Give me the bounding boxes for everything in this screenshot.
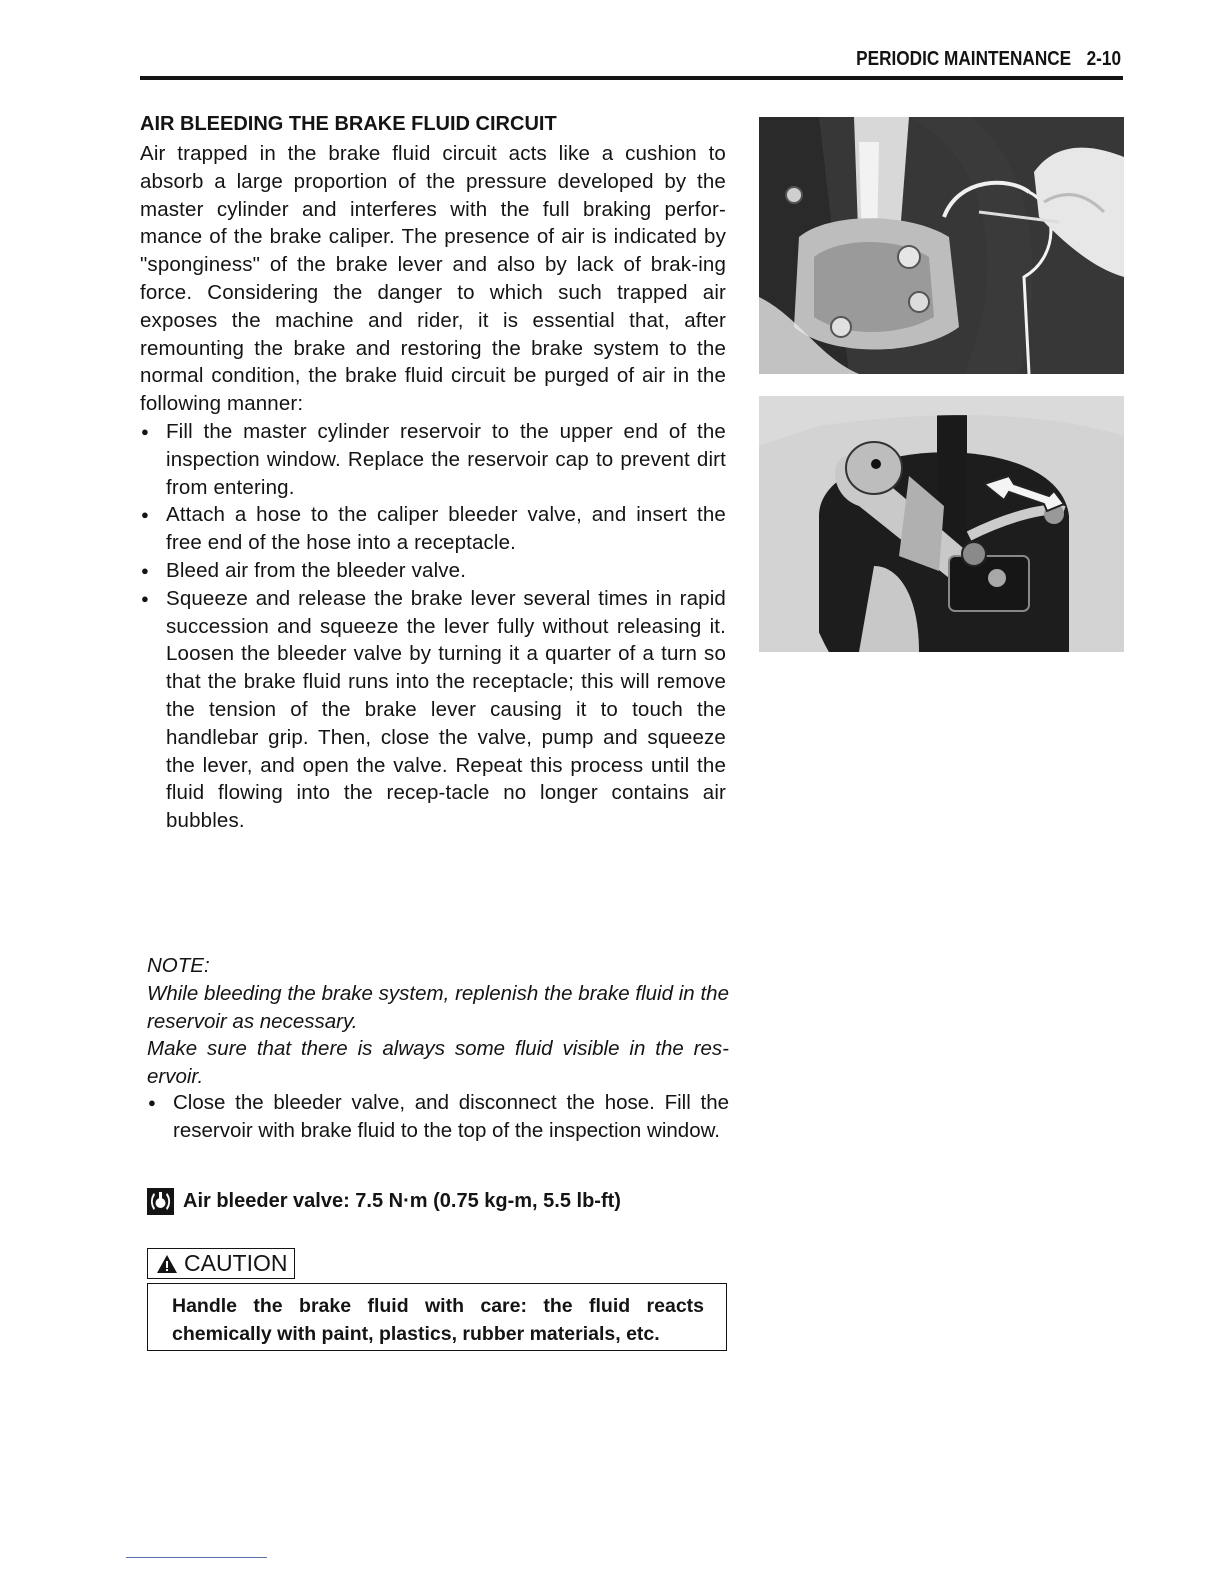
note-block	[147, 952, 729, 1091]
header-title	[856, 48, 1121, 71]
warning-triangle-icon	[156, 1254, 178, 1274]
caution-box	[147, 1283, 727, 1351]
final-step	[147, 1089, 729, 1145]
torque-text: Air bleeder valve: 7.5 N·m (0.75 kg-m, 5.5 lb-ft)	[183, 1190, 621, 1212]
header-section: PERIODIC MAINTENANCE	[856, 48, 1072, 70]
torque-spec	[147, 1188, 621, 1215]
intro-paragraph: Air trapped in the brake fluid circuit acts like a cushion to absorb a large proportion of the pressure developed by the master cylinder and interferes with the full braking perfor-mance of the brake caliper. The presence of air is indicated by "sponginess" of the brake lever and also by lack of brak-ing force. Considering the danger to which such trapped air exposes the machine and rider, it is essential that, after remounting the brake and restoring the brake system to the normal condition, the brake fluid circuit be purged of air in the following manner:	[140, 142, 726, 416]
brake-caliper-photo	[759, 117, 1124, 374]
header-page-number: 2-10	[1086, 48, 1121, 70]
final-step-list	[147, 1089, 729, 1145]
steps-list	[140, 418, 726, 835]
instructions	[140, 140, 726, 835]
caution-text: Handle the brake fluid with care: the fluid reacts chemically with paint, plastics, rubber materials, etc.	[172, 1295, 704, 1345]
list-item: ● Attach a hose to the caliper bleeder valve, and insert the free end of the hose into a receptacle.	[140, 501, 726, 557]
caution-label-text: CAUTION	[184, 1250, 288, 1276]
list-item: ● Close the bleeder valve, and disconnect the hose. Fill the reservoir with brake fluid to the top of the inspection window.	[147, 1089, 729, 1145]
list-item: ● Squeeze and release the brake lever several times in rapid succession and squeeze the lever fully without releasing it. Loosen the bleeder valve by turning it a quarter of a turn so that the brake fluid runs into the receptacle; this will remove the tension of the brake lever causing it to touch the handlebar grip. Then, close the valve, pump and squeeze the lever, and open the valve. Repeat this process until the fluid flowing into the recep-tacle no longer contains air bubbles.	[140, 585, 726, 835]
note-line: While bleeding the brake system, replenish the brake fluid in the reservoir as necessary.	[147, 981, 729, 1033]
caution-label	[147, 1248, 295, 1279]
section-title: AIR BLEEDING THE BRAKE FLUID CIRCUIT	[140, 113, 557, 135]
torque-wrench-icon	[147, 1188, 174, 1215]
list-item: ● Fill the master cylinder reservoir to the upper end of the inspection window. Replace the reservoir cap to prevent dirt from entering.	[140, 418, 726, 501]
page-header	[140, 48, 1123, 80]
note-line: Make sure that there is always some fluid visible in the res-ervoir.	[147, 1037, 729, 1089]
brake-lever-photo	[759, 396, 1124, 652]
footer-rule	[126, 1557, 267, 1558]
note-label: NOTE:	[147, 954, 210, 977]
list-item: ● Bleed air from the bleeder valve.	[140, 557, 726, 585]
